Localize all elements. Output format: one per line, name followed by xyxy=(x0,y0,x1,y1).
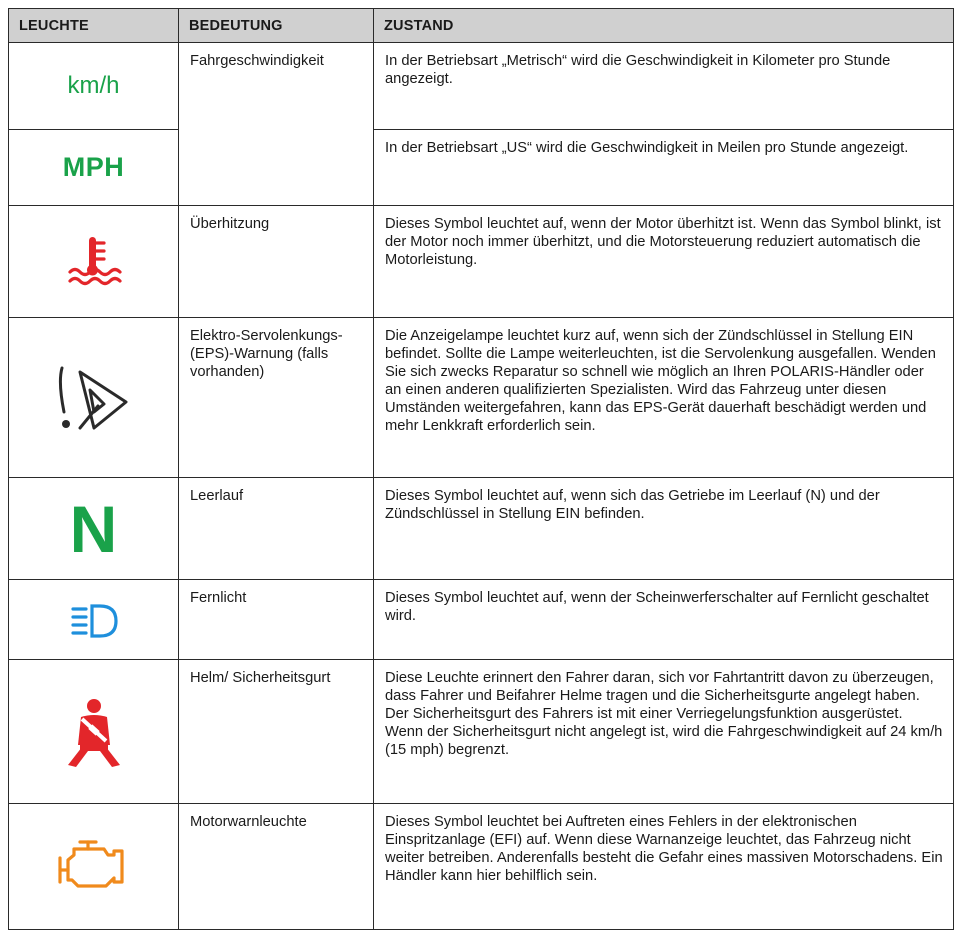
table-row xyxy=(9,580,954,660)
icon-cell xyxy=(9,660,179,804)
meaning-cell: Fahrgeschwindigkeit xyxy=(179,43,374,206)
table-row xyxy=(9,318,954,478)
warning-lights-table xyxy=(8,8,954,930)
power-steering-warning-icon xyxy=(54,362,134,434)
mph-text-icon: MPH xyxy=(62,152,125,182)
icon-cell xyxy=(9,43,179,130)
icon-cell xyxy=(9,130,179,206)
icon-cell xyxy=(9,580,179,660)
meaning-cell: Leerlauf xyxy=(179,478,374,580)
table-row xyxy=(9,804,954,930)
icon-cell xyxy=(9,206,179,318)
neutral-icon: N xyxy=(69,491,118,566)
meaning-cell: Überhitzung xyxy=(179,206,374,318)
state-cell: In der Betriebsart „US“ wird die Geschwindigkeit in Meilen pro Stunde angezeigt. xyxy=(374,130,954,206)
header-zustand: ZUSTAND xyxy=(374,9,954,43)
icon-cell xyxy=(9,478,179,580)
state-cell: Die Anzeigelampe leuchtet kurz auf, wenn sich der Zündschlüssel in Stellung EIN befindet. Sollte die Lampe weiterleuchten, ist die Servolenkung ausgefallen. Wenden Sie sich zwecks Reparatur so schnell wie möglich an Ihren POLARIS-Händler oder an einen anderen qualifizierten Spezialisten. Wird das Fahrzeug unter diesen Umständen weitergefahren, kann das EPS-Gerät dauerhaft beschädigt werden und mehr Lenkkraft erforderlich sein. xyxy=(374,318,954,478)
meaning-cell: Fernlicht xyxy=(179,580,374,660)
coolant-temperature-icon xyxy=(64,234,124,290)
header-bedeutung: BEDEUTUNG xyxy=(179,9,374,43)
state-cell: In der Betriebsart „Metrisch“ wird die Geschwindigkeit in Kilometer pro Stunde angezeigt. xyxy=(374,43,954,130)
meaning-cell: Motorwarnleuchte xyxy=(179,804,374,930)
table-header-row xyxy=(9,9,954,43)
icon-cell xyxy=(9,318,179,478)
header-leuchte: LEUCHTE xyxy=(9,9,179,43)
seatbelt-icon xyxy=(64,697,124,767)
state-cell: Dieses Symbol leuchtet bei Auftreten eines Fehlers in der elektronischen Einspritzanlage (EFI) auf. Wenn diese Warnanzeige leuchtet, das Fahrzeug nicht weiter betreiben. Anderenfalls besteht die Gefahr eines massiven Motorschadens. Ein Händler kann hier behilflich sein. xyxy=(374,804,954,930)
check-engine-icon xyxy=(56,838,132,896)
state-cell: Dieses Symbol leuchtet auf, wenn sich das Getriebe im Leerlauf (N) und der Zündschlüssel in Stellung EIN befinden. xyxy=(374,478,954,580)
meaning-cell: Elektro-Servolenkungs-(EPS)-Warnung (falls vorhanden) xyxy=(179,318,374,478)
table-row xyxy=(9,206,954,318)
state-cell: Dieses Symbol leuchtet auf, wenn der Scheinwerferschalter auf Fernlicht geschaltet wird. xyxy=(374,580,954,660)
icon-cell xyxy=(9,804,179,930)
state-cell: Dieses Symbol leuchtet auf, wenn der Motor überhitzt ist. Wenn das Symbol blinkt, ist der Motor noch immer überhitzt, und die Motorsteuerung reduziert automatisch die Motorleistung. xyxy=(374,206,954,318)
state-cell: Diese Leuchte erinnert den Fahrer daran, sich vor Fahrtantritt davon zu überzeugen, dass Fahrer und Beifahrer Helme tragen und die Sicherheitsgurte angelegt haben. Der Sicherheitsgurt des Fahrers ist mit einer Verriegelungsfunktion ausgerüstet. Wenn der Sicherheitsgurt nicht angelegt ist, wird die Fahrgeschwindigkeit auf 24 km/h (15 mph) begrenzt. xyxy=(374,660,954,804)
kmh-text-icon: km/h xyxy=(67,72,120,99)
table-row xyxy=(9,660,954,804)
high-beam-icon xyxy=(66,600,122,640)
table-row xyxy=(9,43,954,130)
table-row xyxy=(9,478,954,580)
meaning-cell: Helm/ Sicherheitsgurt xyxy=(179,660,374,804)
table-row xyxy=(9,130,954,206)
